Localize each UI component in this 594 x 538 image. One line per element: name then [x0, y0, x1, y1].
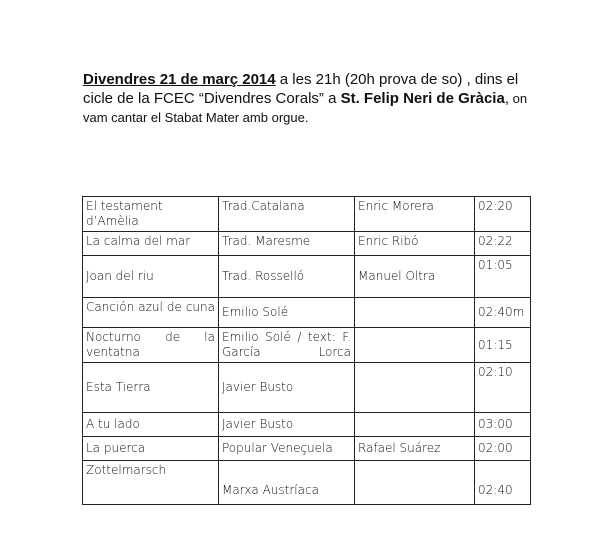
song-origin: Trad. Maresme [219, 232, 355, 256]
table-row [83, 363, 531, 413]
table-row [83, 232, 531, 256]
song-origin: Javier Busto [219, 363, 355, 413]
table-row [83, 461, 531, 505]
table-row [83, 413, 531, 437]
song-origin: Emilio Solé / text: F. García Lorca [219, 328, 355, 363]
song-arranger [355, 413, 475, 437]
song-arranger: Enric Ribó [355, 232, 475, 256]
concert-description [83, 70, 543, 127]
song-duration: 01:05 [475, 256, 531, 298]
repertoire-table [82, 196, 531, 505]
concert-date: Divendres 21 de març 2014 [83, 71, 276, 88]
song-origin: Popular Veneçuela [219, 437, 355, 461]
song-title: Canción azul de cuna [83, 298, 219, 328]
song-duration: 02:20 [475, 197, 531, 232]
song-origin: Trad.Catalana [219, 197, 355, 232]
concert-text-end: on vam cantar el Stabat Mater amb orgue. [83, 91, 528, 125]
song-arranger [355, 461, 475, 505]
song-origin: Emilio Solé [219, 298, 355, 328]
song-title: Esta Tierra [83, 363, 219, 413]
song-arranger: Manuel Oltra [355, 256, 475, 298]
song-title: La puerca [83, 437, 219, 461]
song-duration: 02:22 [475, 232, 531, 256]
concert-text: a les 21h (20h prova de so) , dins el cicle de la FCEC “Divendres Corals” a [83, 71, 519, 107]
song-duration: 03:00 [475, 413, 531, 437]
song-origin: Marxa Austríaca [219, 461, 355, 505]
song-duration: 02:40m [475, 298, 531, 328]
song-arranger [355, 363, 475, 413]
table-row [83, 328, 531, 363]
table-row [83, 197, 531, 232]
concert-venue: St. Felip Neri de Gràcia [340, 90, 505, 107]
song-duration: 02:40 [475, 461, 531, 505]
song-title: La calma del mar [83, 232, 219, 256]
song-arranger: Rafael Suárez [355, 437, 475, 461]
song-duration: 02:00 [475, 437, 531, 461]
song-arranger [355, 298, 475, 328]
table-row [83, 298, 531, 328]
song-arranger: Enric Morera [355, 197, 475, 232]
table-row [83, 256, 531, 298]
song-title: A tu lado [83, 413, 219, 437]
table-row [83, 437, 531, 461]
song-title: Nocturno de la ventatna [83, 328, 219, 363]
song-origin: Javier Busto [219, 413, 355, 437]
concert-text-comma: , [504, 90, 509, 107]
song-duration: 01:15 [475, 328, 531, 363]
song-origin: Trad. Rosselló [219, 256, 355, 298]
song-title: Zottelmarsch [83, 461, 219, 505]
song-title: Joan del riu [83, 256, 219, 298]
song-duration: 02:10 [475, 363, 531, 413]
song-arranger [355, 328, 475, 363]
song-title: El testament d’Amèlia [83, 197, 219, 232]
